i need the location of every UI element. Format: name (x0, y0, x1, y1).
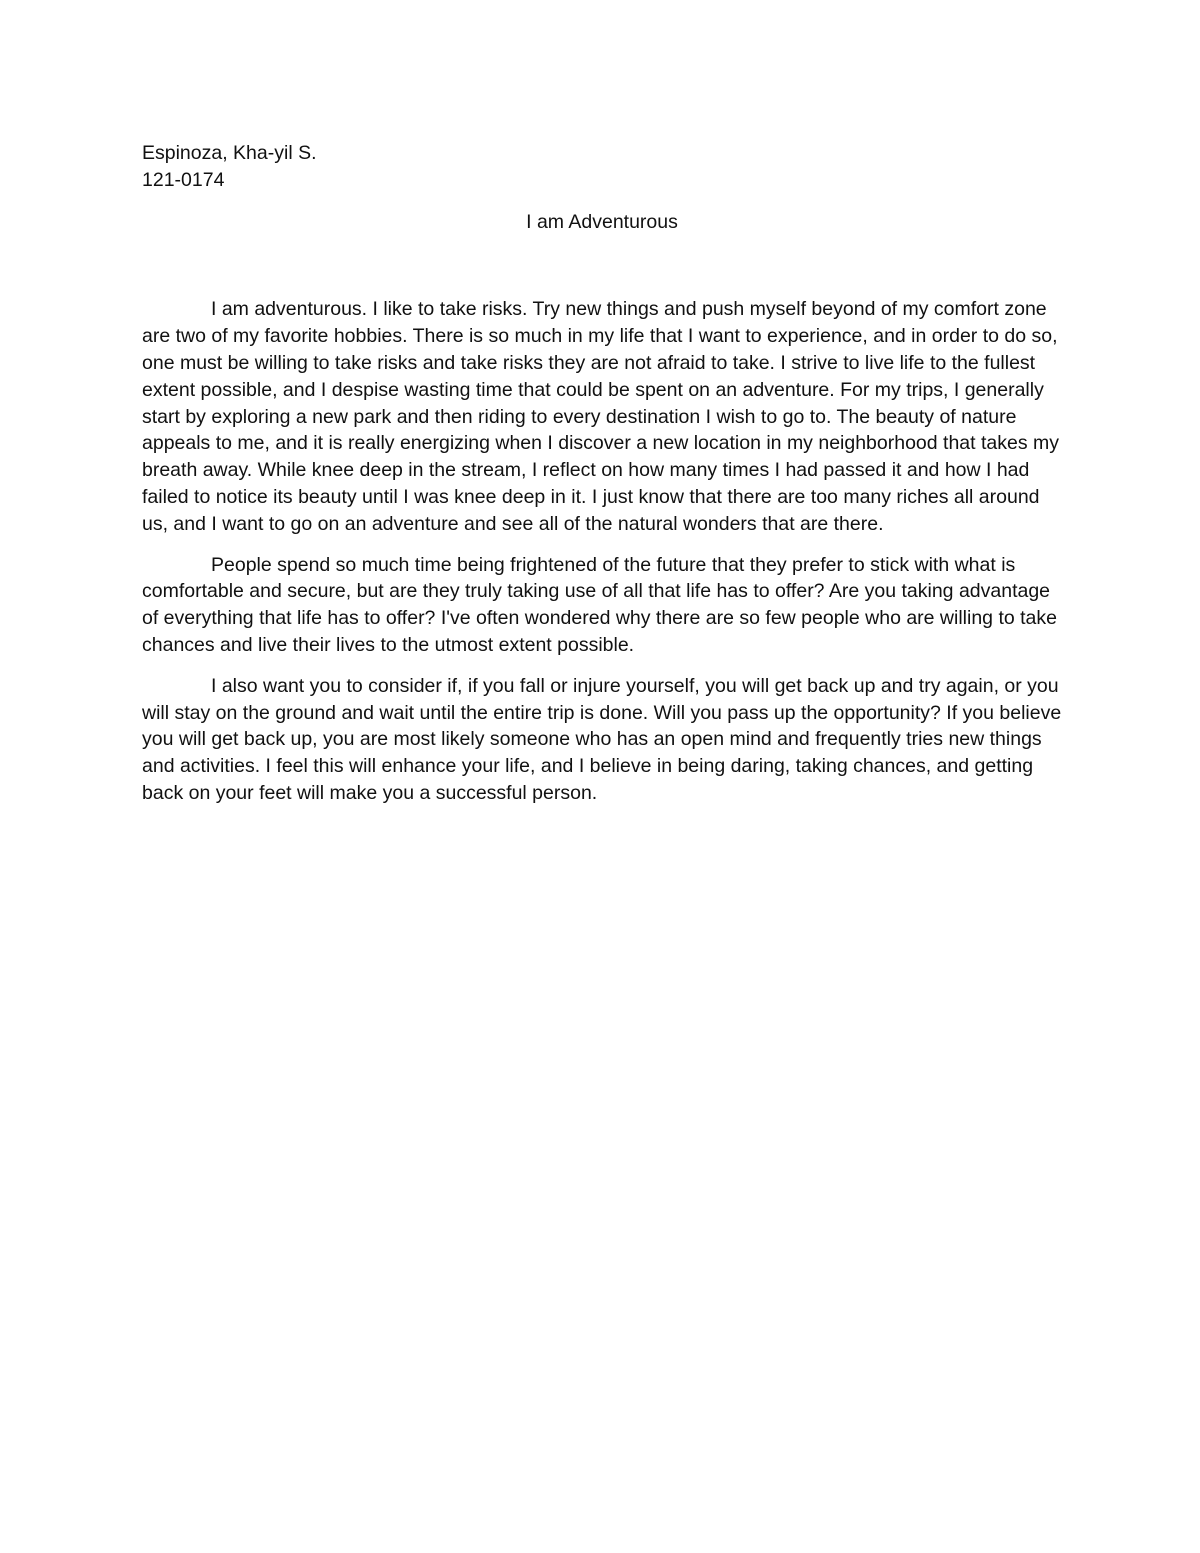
paragraph-2: People spend so much time being frightened of the future that they prefer to stick with what is comfortable and secure, but are they truly taking use of all that life has to offer? Are you taking advantage of everything that life has to offer? I've often wondered why there are so few people who are willing to take chances and live their lives to the utmost extent possible. (142, 553, 1057, 656)
student-id: 121-0174 (142, 168, 225, 191)
essay-title: I am Adventurous (526, 210, 678, 233)
paragraph-3: I also want you to consider if, if you fall or injure yourself, you will get back up and try again, or you will stay on the ground and wait until the entire trip is done. Will you pass up the opportunity? If you believe you will get back up, you are most likely someone who has an open mind and frequently tries new things and activities. I feel this will enhance your life, and I believe in being daring, taking chances, and getting back on your feet will make you a successful person. (142, 674, 1062, 804)
document-body (142, 140, 1062, 807)
author-name: Espinoza, Kha-yil S. (142, 142, 317, 164)
paragraph-1: I am adventurous. I like to take risks. Try new things and push myself beyond of my comfort zone are two of my favorite hobbies. There is so much in my life that I want to experience, and in order to do so, one must be willing to take risks and take risks they are not afraid to take. I strive to live life to the fullest extent possible, and I despise wasting time that could be spent on an adventure. For my trips, I generally start by exploring a new park and then riding to every destination I wish to go to. The beauty of nature appeals to me, and it is really energizing when I discover a new location in my neighborhood that takes my breath away. While knee deep in the stream, I reflect on how many times I had passed it and how I had failed to notice its beauty until I was knee deep in it. I just know that there are too many riches all around us, and I want to go on an adventure and see all of the natural wonders that are there. (142, 298, 1060, 535)
